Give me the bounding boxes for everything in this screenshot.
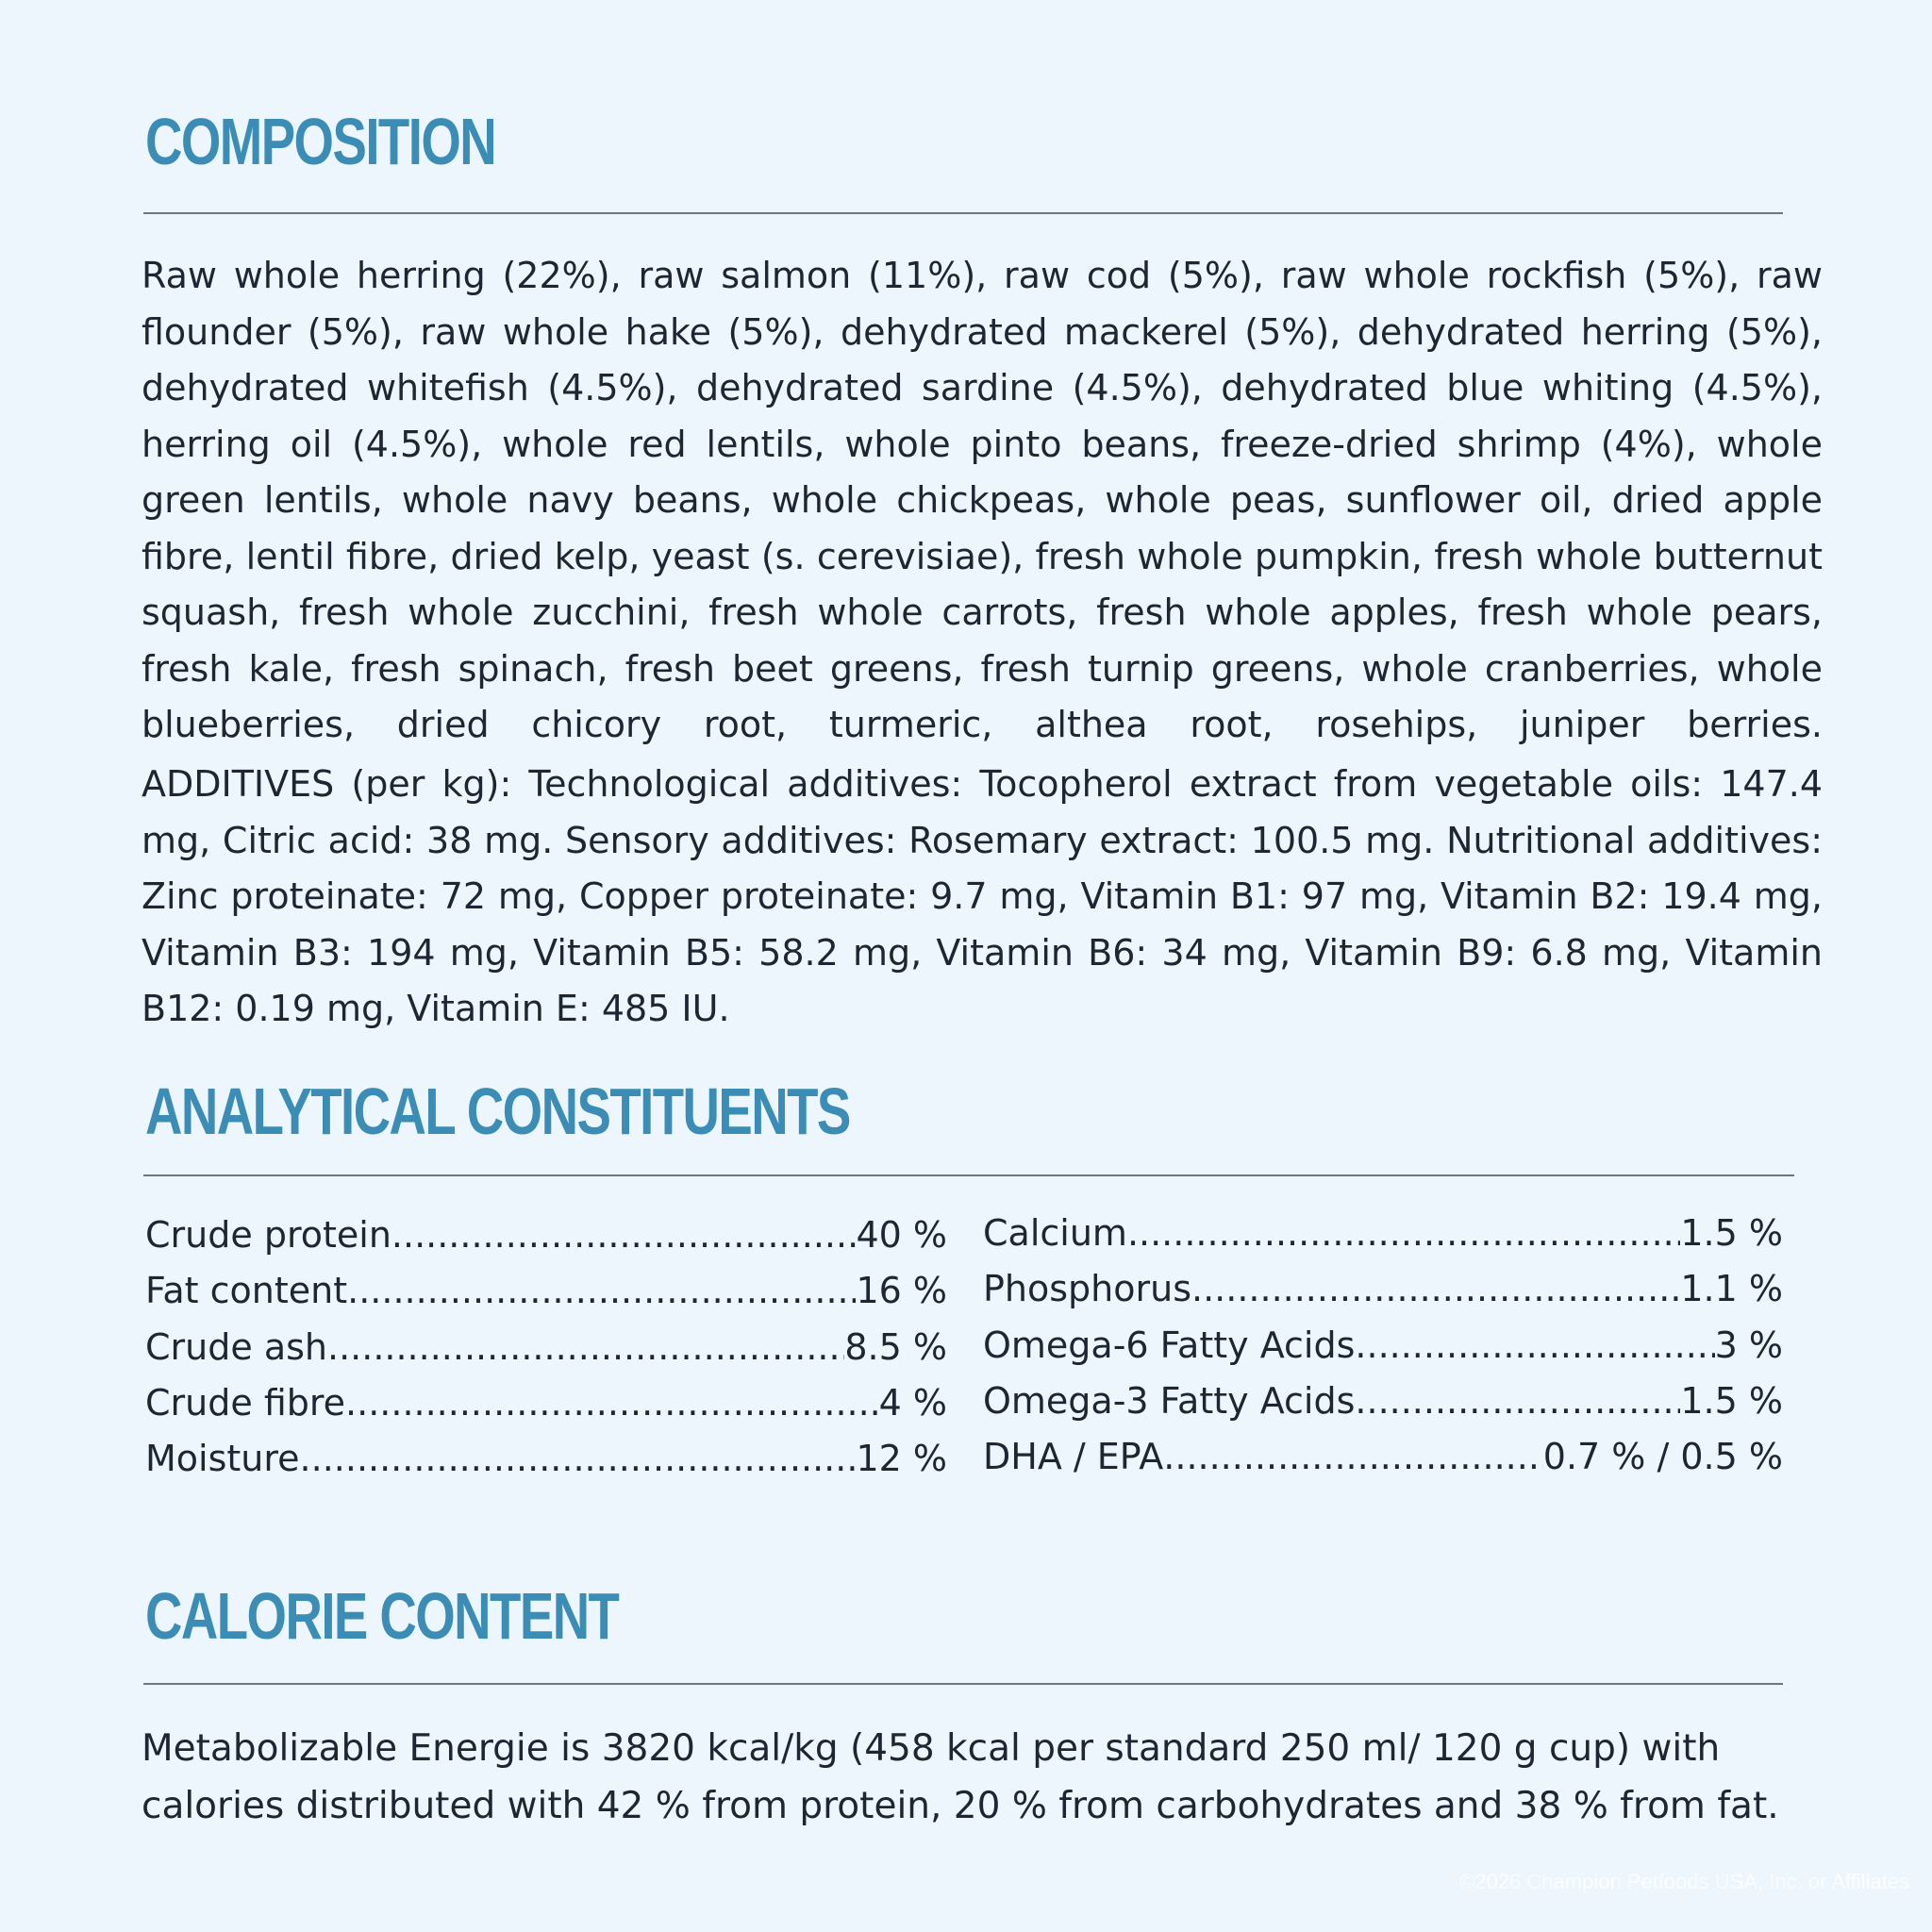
constituent-value: 16 % (856, 1270, 947, 1312)
composition-divider (143, 212, 1783, 214)
constituent-row (983, 1429, 1783, 1485)
constituent-value: 40 % (856, 1214, 947, 1256)
calorie-divider (143, 1683, 1783, 1685)
constituent-value: 0.7 % / 0.5 % (1542, 1436, 1783, 1478)
constituent-name: Fat content (145, 1270, 348, 1312)
constituent-row (145, 1375, 947, 1431)
dot-leader (391, 1208, 857, 1263)
dot-leader (1355, 1318, 1714, 1374)
dot-leader (1355, 1374, 1680, 1429)
calorie-content-heading: CALORIE CONTENT (145, 1579, 619, 1653)
constituent-name: Crude ash (145, 1325, 327, 1368)
constituent-row (145, 1263, 947, 1319)
constituent-name: Moisture (145, 1438, 300, 1480)
constituent-row (145, 1320, 947, 1375)
constituent-value: 8.5 % (844, 1325, 947, 1368)
constituent-value: 1.5 % (1680, 1212, 1783, 1254)
dot-leader (345, 1375, 879, 1431)
constituent-row (983, 1374, 1783, 1429)
dot-leader (1127, 1206, 1680, 1261)
constituent-row (145, 1431, 947, 1487)
calorie-content-text: Metabolizable Energie is 3820 kcal/kg (458 kcal per standard 250 ml/ 120 g cup) with calories distributed with 42 % from protein, 20 % from carbohydrates and 38 % from fat. (142, 1727, 1779, 1827)
constituents-right-column (983, 1206, 1783, 1485)
dot-leader (327, 1320, 844, 1375)
constituent-value: 1.5 % (1680, 1379, 1783, 1422)
dot-leader (1191, 1261, 1680, 1317)
constituent-name: Phosphorus (983, 1268, 1192, 1310)
constituent-value: 12 % (856, 1438, 947, 1480)
constituents-left-column (145, 1208, 947, 1487)
constituent-row (983, 1206, 1783, 1261)
dot-leader (347, 1263, 856, 1319)
composition-ingredients: Raw whole herring (22%), raw salmon (11%), raw cod (5%), raw whole rockfish (5%), raw flounder (5%), raw whole hake (5%), dehydrated mackerel (5%), dehydrated herring (5%), dehydrated whitefish (4.5%), dehydrated sardine (4.5%), dehydrated blue whiting (4.5%), herring oil (4.5%), whole red lentils, whole pinto beans, freeze-dried shrimp (4%), whole green lentils, whole navy beans, whole chickpeas, whole peas, sunflower oil, dried apple fibre, lentil fibre, dried kelp, yeast (s. cerevisiae), fresh whole pumpkin, fresh whole butternut squash, fresh whole zucchini, fresh whole carrots, fresh whole apples, fresh whole pears, fresh kale, fresh spinach, fresh beet greens, fresh turnip greens, whole cranberries, whole blueberries, dried chicory root, turmeric, althea root, rosehips, juniper berries. (142, 255, 1823, 745)
composition-additives: ADDITIVES (per kg): Technological additives: Tocopherol extract from vegetable oils: 147.4 mg, Citric acid: 38 mg. Sensory additives: Rosemary extract: 100.5 mg. Nutritional additives: Zinc proteinate: 72 mg, Copper proteinate: 9.7 mg, Vitamin B1: 97 mg, Vitamin B2: 19.4 mg, Vitamin B3: 194 mg, Vitamin B5: 58.2 mg, Vitamin B6: 34 mg, Vitamin B9: 6.8 mg, Vitamin B12: 0.19 mg, Vitamin E: 485 IU. (142, 763, 1823, 1029)
constituent-name: Crude protein (145, 1214, 391, 1256)
constituent-value: 3 % (1714, 1324, 1783, 1366)
constituent-value: 1.1 % (1680, 1268, 1783, 1310)
analytical-constituents-heading: ANALYTICAL CONSTITUENTS (145, 1074, 850, 1148)
constituent-name: Omega-3 Fatty Acids (983, 1379, 1356, 1422)
constituent-name: Calcium (983, 1212, 1127, 1254)
constituent-row (145, 1208, 947, 1263)
constituent-value: 4 % (878, 1381, 947, 1424)
constituent-name: Crude fibre (145, 1381, 346, 1424)
constituent-name: Omega-6 Fatty Acids (983, 1324, 1356, 1366)
analytical-divider (143, 1174, 1794, 1176)
copyright-notice: ©2026 Champion Petfoods USA, Inc. or Affiliates (1459, 1870, 1909, 1893)
dot-leader (300, 1431, 857, 1487)
composition-heading: COMPOSITION (145, 105, 496, 178)
dot-leader (1163, 1429, 1543, 1485)
constituent-row (983, 1318, 1783, 1374)
constituent-row (983, 1261, 1783, 1317)
constituent-name: DHA / EPA (983, 1436, 1164, 1478)
